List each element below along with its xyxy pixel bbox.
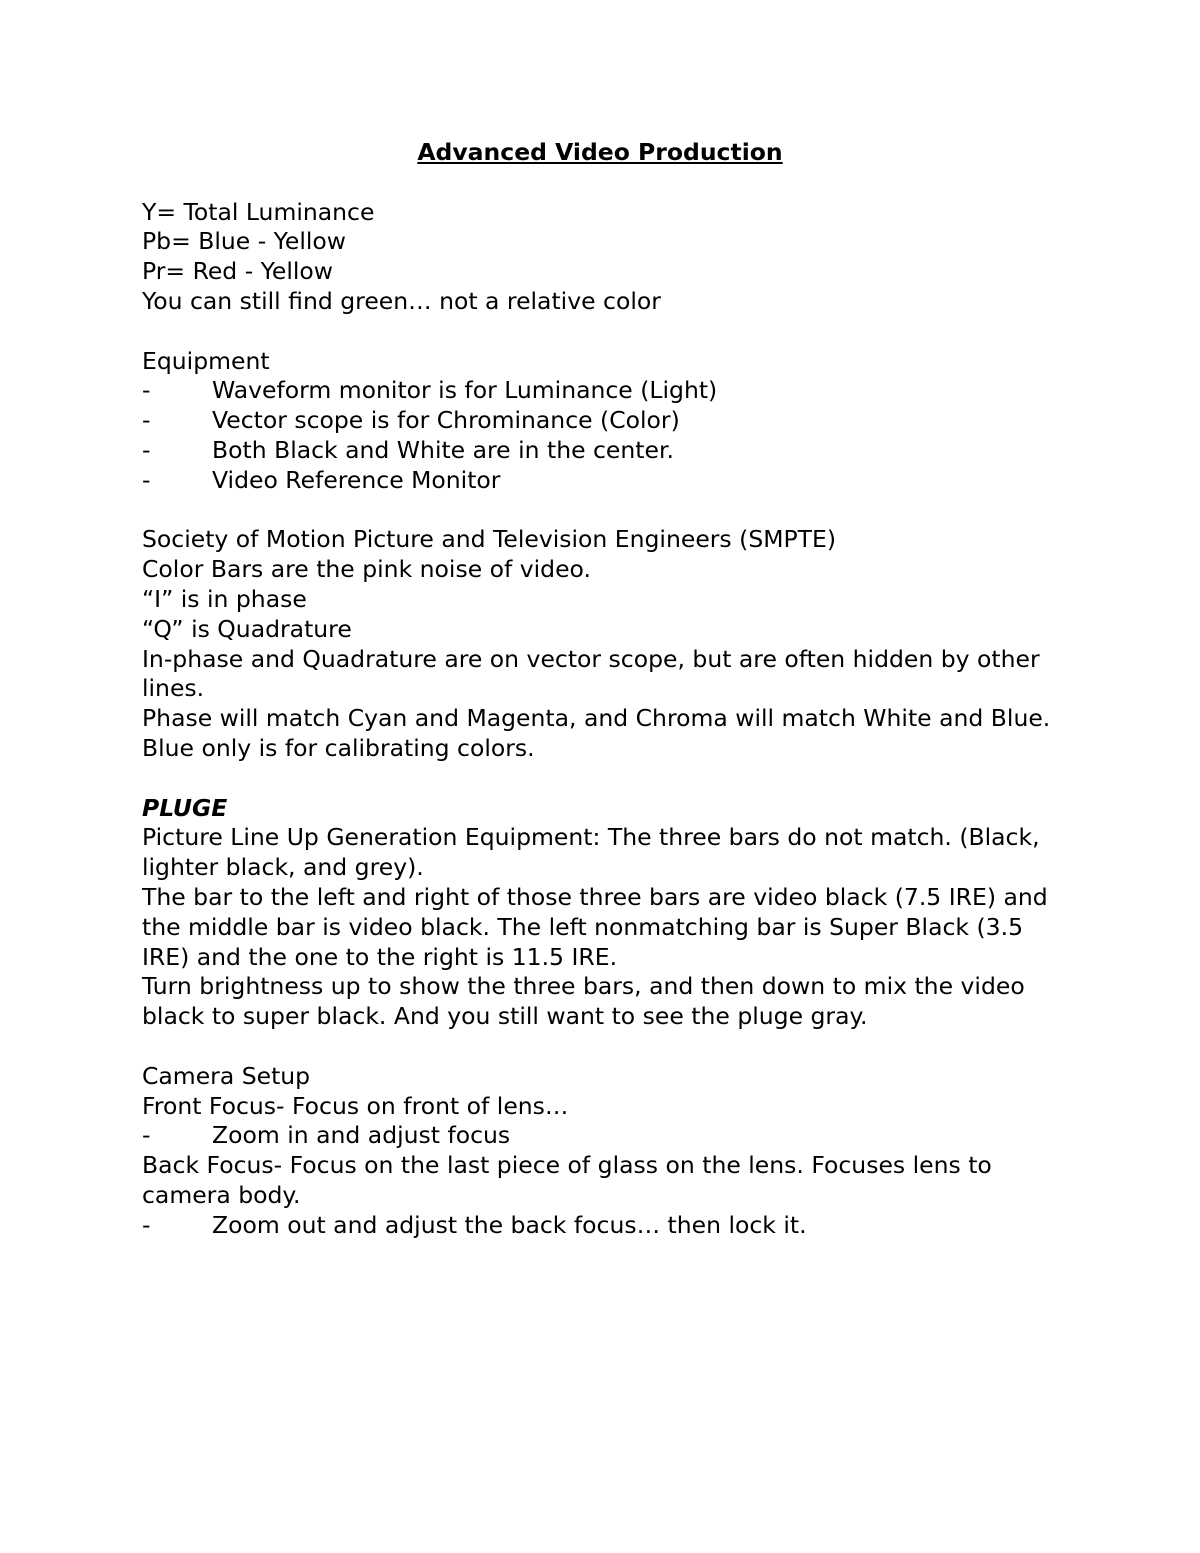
dash-bullet: -	[142, 376, 151, 405]
dash-bullet: -	[142, 435, 151, 464]
definition-y: Y= Total Luminance	[142, 197, 375, 226]
spacer	[142, 764, 1072, 794]
smpte-line: Society of Motion Picture and Television Engineers (SMPTE)	[142, 525, 837, 554]
list-item	[142, 466, 1072, 496]
equipment-heading: Equipment	[142, 346, 270, 375]
front-focus-line: Front Focus- Focus on front of lens…	[142, 1091, 569, 1120]
dash-bullet: -	[142, 406, 151, 435]
dash-bullet: -	[142, 465, 151, 494]
definition-note: You can still find green… not a relative color	[142, 286, 661, 315]
list-item-text: Zoom out and adjust the back focus… then lock it.	[212, 1210, 807, 1239]
equipment-section	[142, 347, 1072, 496]
list-item	[142, 1211, 1072, 1241]
list-item-text: Both Black and White are in the center.	[212, 435, 674, 464]
list-item-text: Vector scope is for Chrominance (Color)	[212, 406, 680, 435]
pluge-paragraph: The bar to the left and right of those three bars are video black (7.5 IRE) and the middle bar is video black. The left nonmatching bar is Super Black (3.5 IRE) and the one to the right is 11.5 IRE.	[142, 882, 1048, 971]
spacer	[142, 1032, 1072, 1062]
spacer	[142, 317, 1072, 347]
list-item	[142, 1121, 1072, 1151]
smpte-line: “Q” is Quadrature	[142, 614, 352, 643]
smpte-line: In-phase and Quadrature are on vector scope, but are often hidden by other lines.	[142, 644, 1040, 703]
dash-bullet: -	[142, 1210, 151, 1239]
pluge-paragraph: Turn brightness up to show the three bars, and then down to mix the video black to super black. And you still want to see the pluge gray.	[142, 972, 1025, 1031]
document-title: Advanced Video Production	[417, 138, 783, 166]
pluge-paragraph: Picture Line Up Generation Equipment: The three bars do not match. (Black, lighter black, and grey).	[142, 823, 1040, 882]
smpte-line: Phase will match Cyan and Magenta, and Chroma will match White and Blue.	[142, 704, 1051, 733]
list-item-text: Waveform monitor is for Luminance (Light)	[212, 376, 718, 405]
smpte-section	[142, 525, 1072, 763]
smpte-line: “I” is in phase	[142, 584, 307, 613]
color-definitions	[142, 198, 1072, 317]
back-focus-line: Back Focus- Focus on the last piece of glass on the lens. Focuses lens to camera body.	[142, 1151, 992, 1209]
list-item	[142, 376, 1072, 406]
camera-section	[142, 1062, 1072, 1241]
definition-pr: Pr= Red - Yellow	[142, 257, 333, 286]
pluge-section	[142, 794, 1072, 1032]
smpte-line: Color Bars are the pink noise of video.	[142, 555, 591, 584]
definition-pb: Pb= Blue - Yellow	[142, 227, 347, 256]
list-item-text: Zoom in and adjust focus	[212, 1121, 511, 1150]
dash-bullet: -	[142, 1121, 151, 1150]
smpte-line: Blue only is for calibrating colors.	[142, 733, 535, 762]
document-page	[142, 138, 1072, 1240]
list-item	[142, 436, 1072, 466]
pluge-heading: PLUGE	[142, 793, 228, 822]
spacer	[142, 496, 1072, 526]
list-item	[142, 406, 1072, 436]
list-item-text: Video Reference Monitor	[212, 465, 501, 494]
camera-heading: Camera Setup	[142, 1061, 311, 1090]
